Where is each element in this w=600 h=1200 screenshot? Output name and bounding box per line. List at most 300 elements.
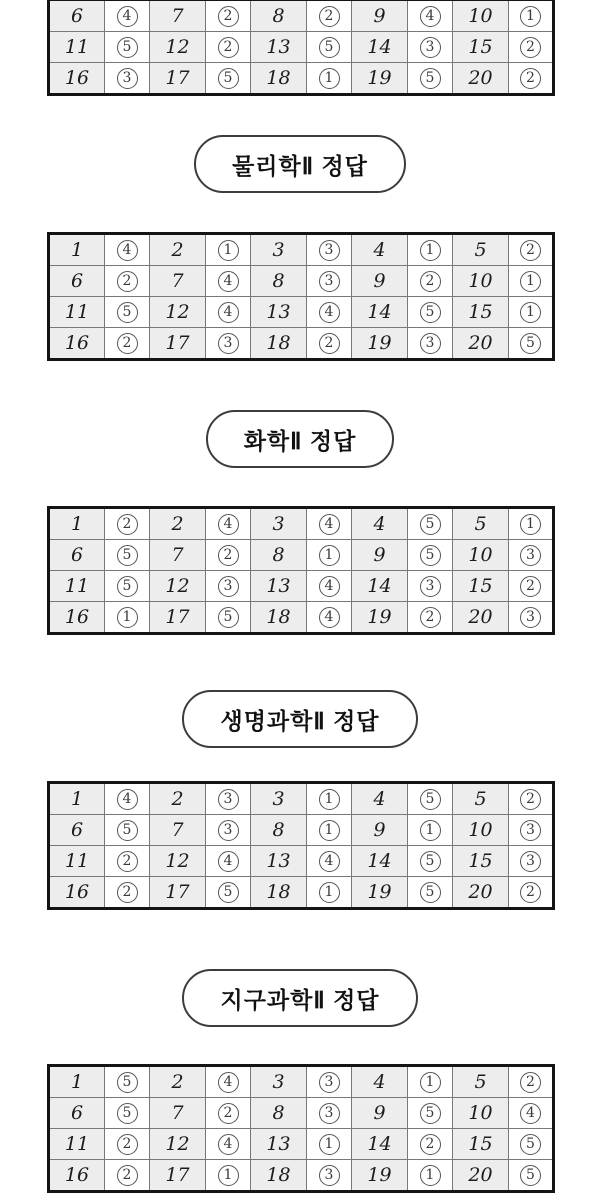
answer-cell — [105, 32, 150, 63]
answer-cell — [105, 540, 150, 571]
question-number-cell: 15 — [453, 32, 509, 63]
question-number-cell: 3 — [251, 508, 307, 540]
circled-answer-digit: 5 — [420, 882, 441, 903]
question-number-cell: 11 — [49, 297, 105, 328]
circled-answer-digit: 4 — [319, 607, 340, 628]
circled-answer-digit: 4 — [218, 302, 239, 323]
answer-row — [49, 63, 554, 95]
section-title-pill — [182, 969, 417, 1027]
question-number-cell: 17 — [150, 877, 206, 909]
question-number-cell: 7 — [150, 0, 206, 32]
answer-cell — [408, 328, 453, 360]
answer-row — [49, 1129, 554, 1160]
answer-cell — [307, 846, 352, 877]
circled-answer-digit: 5 — [520, 1134, 541, 1155]
circled-answer-digit: 1 — [319, 789, 340, 810]
answer-row — [49, 266, 554, 297]
answer-cell — [105, 571, 150, 602]
answer-cell — [206, 602, 251, 634]
circled-answer-digit: 4 — [117, 789, 138, 810]
question-number-cell: 16 — [49, 328, 105, 360]
circled-answer-digit: 2 — [117, 1134, 138, 1155]
answer-cell — [509, 571, 554, 602]
answer-cell — [206, 1160, 251, 1192]
question-number-cell: 14 — [352, 32, 408, 63]
question-number-cell: 11 — [49, 846, 105, 877]
answer-row — [49, 1098, 554, 1129]
circled-answer-digit: 4 — [218, 514, 239, 535]
answer-cell — [509, 297, 554, 328]
answer-cell — [408, 1129, 453, 1160]
circled-answer-digit: 5 — [520, 333, 541, 354]
answer-cell — [105, 1160, 150, 1192]
answer-row — [49, 0, 554, 32]
circled-answer-digit: 3 — [420, 37, 441, 58]
question-number-cell: 3 — [251, 783, 307, 815]
answer-cell — [509, 1098, 554, 1129]
circled-answer-digit: 4 — [420, 6, 441, 27]
question-number-cell: 5 — [453, 1066, 509, 1098]
circled-answer-digit: 1 — [319, 1134, 340, 1155]
circled-answer-digit: 5 — [420, 789, 441, 810]
answer-cell — [509, 508, 554, 540]
question-number-cell: 17 — [150, 63, 206, 95]
answer-cell — [307, 266, 352, 297]
answer-cell — [206, 877, 251, 909]
circled-answer-digit: 5 — [117, 576, 138, 597]
question-number-cell: 16 — [49, 602, 105, 634]
answer-cell — [408, 297, 453, 328]
question-number-cell: 1 — [49, 234, 105, 266]
answer-cell — [307, 234, 352, 266]
circled-answer-digit: 3 — [319, 1165, 340, 1186]
circled-answer-digit: 3 — [520, 545, 541, 566]
question-number-cell: 15 — [453, 297, 509, 328]
question-number-cell: 3 — [251, 234, 307, 266]
answer-cell — [509, 602, 554, 634]
circled-answer-digit: 2 — [319, 6, 340, 27]
answer-cell — [307, 783, 352, 815]
question-number-cell: 9 — [352, 266, 408, 297]
answer-cell — [206, 1098, 251, 1129]
question-number-cell: 1 — [49, 1066, 105, 1098]
answer-cell — [105, 846, 150, 877]
question-number-cell: 19 — [352, 877, 408, 909]
circled-answer-digit: 2 — [520, 240, 541, 261]
answer-row — [49, 1160, 554, 1192]
section-title-text: 화학Ⅱ 정답 — [243, 427, 357, 454]
question-number-cell: 10 — [453, 1098, 509, 1129]
answer-cell — [509, 783, 554, 815]
question-number-cell: 13 — [251, 297, 307, 328]
circled-answer-digit: 4 — [319, 514, 340, 535]
circled-answer-digit: 1 — [520, 302, 541, 323]
circled-answer-digit: 2 — [520, 68, 541, 89]
question-number-cell: 13 — [251, 1129, 307, 1160]
question-number-cell: 13 — [251, 846, 307, 877]
circled-answer-digit: 3 — [319, 271, 340, 292]
question-number-cell: 6 — [49, 540, 105, 571]
answer-cell — [206, 63, 251, 95]
answer-cell — [307, 32, 352, 63]
question-number-cell: 9 — [352, 1098, 408, 1129]
answer-cell — [408, 815, 453, 846]
answer-cell — [206, 297, 251, 328]
question-number-cell: 15 — [453, 846, 509, 877]
circled-answer-digit: 5 — [117, 1103, 138, 1124]
answer-grid — [47, 1064, 555, 1193]
question-number-cell: 11 — [49, 1129, 105, 1160]
circled-answer-digit: 4 — [520, 1103, 541, 1124]
circled-answer-digit: 5 — [117, 820, 138, 841]
question-number-cell: 8 — [251, 1098, 307, 1129]
question-number-cell: 14 — [352, 1129, 408, 1160]
circled-answer-digit: 4 — [319, 576, 340, 597]
question-number-cell: 9 — [352, 0, 408, 32]
circled-answer-digit: 2 — [520, 789, 541, 810]
circled-answer-digit: 1 — [420, 240, 441, 261]
section-title-text: 물리학Ⅱ 정답 — [232, 152, 368, 179]
question-number-cell: 2 — [150, 508, 206, 540]
question-number-cell: 19 — [352, 1160, 408, 1192]
answer-cell — [206, 783, 251, 815]
circled-answer-digit: 4 — [218, 1072, 239, 1093]
answer-row — [49, 846, 554, 877]
answer-cell — [105, 602, 150, 634]
answer-cell — [307, 1129, 352, 1160]
circled-answer-digit: 5 — [420, 514, 441, 535]
circled-answer-digit: 4 — [218, 1134, 239, 1155]
section-header-physics2 — [0, 135, 600, 193]
answer-cell — [307, 508, 352, 540]
circled-answer-digit: 4 — [117, 240, 138, 261]
question-number-cell: 20 — [453, 328, 509, 360]
answer-grid — [47, 781, 555, 910]
question-number-cell: 20 — [453, 63, 509, 95]
circled-answer-digit: 3 — [218, 576, 239, 597]
answer-cell — [509, 877, 554, 909]
answer-cell — [307, 63, 352, 95]
answer-cell — [105, 1066, 150, 1098]
answer-cell — [509, 815, 554, 846]
answer-row — [49, 815, 554, 846]
question-number-cell: 9 — [352, 540, 408, 571]
answer-cell — [509, 32, 554, 63]
answer-cell — [509, 1066, 554, 1098]
answer-cell — [509, 328, 554, 360]
answer-cell — [105, 1129, 150, 1160]
circled-answer-digit: 5 — [420, 545, 441, 566]
circled-answer-digit: 2 — [520, 882, 541, 903]
circled-answer-digit: 2 — [420, 1134, 441, 1155]
circled-answer-digit: 1 — [520, 514, 541, 535]
circled-answer-digit: 3 — [218, 820, 239, 841]
question-number-cell: 17 — [150, 328, 206, 360]
question-number-cell: 16 — [49, 877, 105, 909]
question-number-cell: 17 — [150, 602, 206, 634]
question-number-cell: 10 — [453, 815, 509, 846]
answer-cell — [509, 846, 554, 877]
question-number-cell: 18 — [251, 877, 307, 909]
circled-answer-digit: 2 — [520, 37, 541, 58]
answer-grid — [47, 506, 555, 635]
question-number-cell: 11 — [49, 32, 105, 63]
section-title-text: 지구과학Ⅱ 정답 — [220, 986, 380, 1013]
answer-cell — [105, 234, 150, 266]
circled-answer-digit: 2 — [520, 576, 541, 597]
circled-answer-digit: 2 — [218, 545, 239, 566]
circled-answer-digit: 2 — [420, 607, 441, 628]
question-number-cell: 12 — [150, 1129, 206, 1160]
answer-row — [49, 508, 554, 540]
question-number-cell: 1 — [49, 508, 105, 540]
answer-cell — [206, 540, 251, 571]
answer-cell — [408, 877, 453, 909]
answer-cell — [105, 63, 150, 95]
answer-cell — [408, 1098, 453, 1129]
circled-answer-digit: 2 — [117, 851, 138, 872]
question-number-cell: 15 — [453, 1129, 509, 1160]
answer-cell — [408, 1160, 453, 1192]
circled-answer-digit: 5 — [218, 68, 239, 89]
section-title-text: 생명과학Ⅱ 정답 — [220, 707, 380, 734]
circled-answer-digit: 4 — [319, 302, 340, 323]
question-number-cell: 10 — [453, 540, 509, 571]
circled-answer-digit: 1 — [319, 820, 340, 841]
question-number-cell: 12 — [150, 571, 206, 602]
circled-answer-digit: 2 — [218, 37, 239, 58]
answer-grid — [47, 0, 555, 96]
circled-answer-digit: 5 — [218, 882, 239, 903]
question-number-cell: 14 — [352, 571, 408, 602]
answer-cell — [206, 508, 251, 540]
question-number-cell: 16 — [49, 63, 105, 95]
answer-cell — [105, 783, 150, 815]
circled-answer-digit: 5 — [218, 607, 239, 628]
answer-cell — [307, 571, 352, 602]
answer-grid — [47, 232, 555, 361]
question-number-cell: 2 — [150, 783, 206, 815]
circled-answer-digit: 1 — [520, 6, 541, 27]
circled-answer-digit: 5 — [520, 1165, 541, 1186]
answer-cell — [105, 1098, 150, 1129]
answer-cell — [105, 266, 150, 297]
answer-cell — [408, 571, 453, 602]
answer-cell — [408, 602, 453, 634]
answer-cell — [307, 1160, 352, 1192]
question-number-cell: 19 — [352, 602, 408, 634]
answer-cell — [206, 571, 251, 602]
question-number-cell: 10 — [453, 266, 509, 297]
answer-cell — [307, 1066, 352, 1098]
answer-cell — [509, 63, 554, 95]
question-number-cell: 18 — [251, 602, 307, 634]
circled-answer-digit: 1 — [520, 271, 541, 292]
question-number-cell: 7 — [150, 1098, 206, 1129]
answer-cell — [105, 508, 150, 540]
answer-cell — [509, 1129, 554, 1160]
question-number-cell: 14 — [352, 297, 408, 328]
answer-table-physics2 — [47, 232, 554, 361]
question-number-cell: 20 — [453, 1160, 509, 1192]
answer-cell — [307, 297, 352, 328]
circled-answer-digit: 2 — [117, 882, 138, 903]
question-number-cell: 6 — [49, 815, 105, 846]
answer-row — [49, 328, 554, 360]
answer-cell — [105, 328, 150, 360]
circled-answer-digit: 3 — [117, 68, 138, 89]
circled-answer-digit: 1 — [117, 607, 138, 628]
circled-answer-digit: 3 — [420, 576, 441, 597]
answer-cell — [105, 877, 150, 909]
answer-cell — [206, 266, 251, 297]
question-number-cell: 3 — [251, 1066, 307, 1098]
answer-cell — [509, 540, 554, 571]
answer-row — [49, 783, 554, 815]
answer-table-previous-subject-partial — [47, 0, 554, 96]
question-number-cell: 8 — [251, 0, 307, 32]
question-number-cell: 4 — [352, 234, 408, 266]
answer-cell — [509, 234, 554, 266]
answer-cell — [206, 846, 251, 877]
circled-answer-digit: 5 — [117, 545, 138, 566]
circled-answer-digit: 4 — [117, 6, 138, 27]
answer-cell — [206, 815, 251, 846]
circled-answer-digit: 1 — [420, 820, 441, 841]
circled-answer-digit: 3 — [218, 333, 239, 354]
question-number-cell: 9 — [352, 815, 408, 846]
question-number-cell: 8 — [251, 815, 307, 846]
circled-answer-digit: 1 — [319, 68, 340, 89]
circled-answer-digit: 5 — [117, 37, 138, 58]
circled-answer-digit: 4 — [218, 271, 239, 292]
question-number-cell: 6 — [49, 0, 105, 32]
answer-cell — [408, 540, 453, 571]
question-number-cell: 12 — [150, 32, 206, 63]
answer-cell — [105, 0, 150, 32]
question-number-cell: 5 — [453, 234, 509, 266]
answer-row — [49, 297, 554, 328]
question-number-cell: 7 — [150, 815, 206, 846]
circled-answer-digit: 3 — [218, 789, 239, 810]
answer-cell — [206, 1129, 251, 1160]
answer-table-life-science2 — [47, 781, 554, 910]
answer-cell — [206, 32, 251, 63]
answer-cell — [105, 297, 150, 328]
question-number-cell: 7 — [150, 540, 206, 571]
question-number-cell: 17 — [150, 1160, 206, 1192]
answer-cell — [307, 877, 352, 909]
answer-cell — [206, 1066, 251, 1098]
circled-answer-digit: 1 — [319, 545, 340, 566]
circled-answer-digit: 3 — [520, 851, 541, 872]
question-number-cell: 18 — [251, 1160, 307, 1192]
answer-cell — [307, 328, 352, 360]
answer-row — [49, 540, 554, 571]
circled-answer-digit: 2 — [117, 271, 138, 292]
question-number-cell: 7 — [150, 266, 206, 297]
question-number-cell: 1 — [49, 783, 105, 815]
circled-answer-digit: 2 — [117, 333, 138, 354]
question-number-cell: 8 — [251, 540, 307, 571]
answer-cell — [105, 815, 150, 846]
question-number-cell: 11 — [49, 571, 105, 602]
circled-answer-digit: 2 — [520, 1072, 541, 1093]
answer-cell — [408, 266, 453, 297]
circled-answer-digit: 1 — [420, 1165, 441, 1186]
question-number-cell: 5 — [453, 508, 509, 540]
question-number-cell: 4 — [352, 1066, 408, 1098]
answer-cell — [307, 815, 352, 846]
answer-cell — [307, 1098, 352, 1129]
answer-table-chemistry2 — [47, 506, 554, 635]
circled-answer-digit: 3 — [520, 820, 541, 841]
question-number-cell: 15 — [453, 571, 509, 602]
question-number-cell: 2 — [150, 1066, 206, 1098]
circled-answer-digit: 3 — [319, 1103, 340, 1124]
circled-answer-digit: 4 — [218, 851, 239, 872]
circled-answer-digit: 2 — [117, 514, 138, 535]
answer-table-earth-science2 — [47, 1064, 554, 1193]
question-number-cell: 19 — [352, 328, 408, 360]
question-number-cell: 19 — [352, 63, 408, 95]
question-number-cell: 6 — [49, 266, 105, 297]
section-title-pill — [194, 135, 406, 193]
circled-answer-digit: 2 — [420, 271, 441, 292]
question-number-cell: 20 — [453, 877, 509, 909]
section-header-life-science2 — [0, 690, 600, 748]
answer-row — [49, 877, 554, 909]
answer-row — [49, 1066, 554, 1098]
question-number-cell: 14 — [352, 846, 408, 877]
question-number-cell: 12 — [150, 297, 206, 328]
circled-answer-digit: 4 — [319, 851, 340, 872]
question-number-cell: 18 — [251, 63, 307, 95]
answer-row — [49, 234, 554, 266]
circled-answer-digit: 1 — [420, 1072, 441, 1093]
circled-answer-digit: 5 — [420, 68, 441, 89]
answer-row — [49, 602, 554, 634]
answer-cell — [408, 234, 453, 266]
circled-answer-digit: 1 — [319, 882, 340, 903]
answer-cell — [408, 63, 453, 95]
circled-answer-digit: 5 — [420, 302, 441, 323]
answer-row — [49, 571, 554, 602]
question-number-cell: 8 — [251, 266, 307, 297]
answer-cell — [408, 32, 453, 63]
question-number-cell: 4 — [352, 783, 408, 815]
answer-cell — [509, 1160, 554, 1192]
question-number-cell: 5 — [453, 783, 509, 815]
question-number-cell: 13 — [251, 32, 307, 63]
circled-answer-digit: 5 — [420, 851, 441, 872]
answer-cell — [307, 540, 352, 571]
question-number-cell: 16 — [49, 1160, 105, 1192]
answer-cell — [408, 783, 453, 815]
question-number-cell: 20 — [453, 602, 509, 634]
answer-row — [49, 32, 554, 63]
circled-answer-digit: 5 — [117, 302, 138, 323]
section-header-earth-science2 — [0, 969, 600, 1027]
question-number-cell: 4 — [352, 508, 408, 540]
section-title-pill — [206, 410, 395, 468]
question-number-cell: 10 — [453, 0, 509, 32]
circled-answer-digit: 3 — [319, 1072, 340, 1093]
question-number-cell: 13 — [251, 571, 307, 602]
answer-cell — [408, 846, 453, 877]
answer-cell — [509, 0, 554, 32]
question-number-cell: 18 — [251, 328, 307, 360]
